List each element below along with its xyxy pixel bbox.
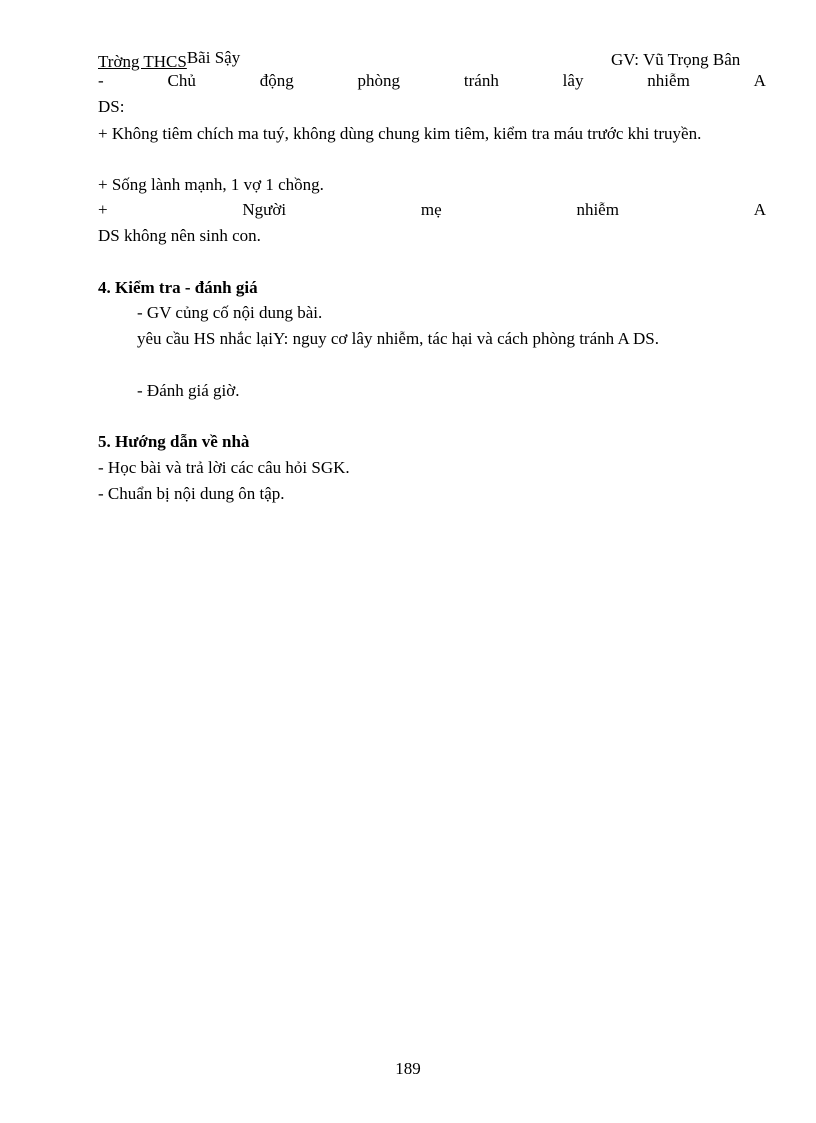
- school-prefix: Trờng THCS: [98, 52, 187, 71]
- line-nguoi-me: [98, 199, 766, 221]
- line-chu-dong: [98, 70, 766, 92]
- line-song-lanh-manh: + Sống lành mạnh, 1 vợ 1 chồng.: [98, 175, 324, 194]
- word: A: [753, 200, 766, 219]
- word: động: [259, 71, 294, 90]
- word: nhiễm: [647, 71, 690, 90]
- line-khong-sinh-con: DS không nên sinh con.: [98, 226, 261, 245]
- word: tránh: [463, 71, 499, 90]
- line-ds: DS:: [98, 97, 125, 116]
- section-4-item-3: - Đánh giá giờ.: [137, 381, 240, 400]
- word: phòng: [357, 71, 401, 90]
- word: A: [753, 71, 766, 90]
- word: nhiễm: [576, 200, 619, 219]
- word: -: [98, 71, 104, 90]
- section-4-item-2: yêu cầu HS nhắc lạiY: nguy cơ lây nhiễm, tác hại và cách phòng tránh A DS.: [137, 329, 660, 348]
- word: lây: [562, 71, 584, 90]
- page-number: 189: [395, 1059, 421, 1078]
- school-name: Bãi Sậy: [186, 48, 241, 67]
- section-5-title: 5. Hướng dẫn về nhà: [98, 432, 250, 451]
- section-4-title: 4. Kiểm tra - đánh giá: [98, 278, 258, 297]
- word: Chủ: [167, 71, 196, 90]
- para-kim-tiem: + Không tiêm chích ma tuý, không dùng chung kim tiêm, kiểm tra máu trước khi truyền.: [98, 124, 702, 143]
- section-5-item-2: - Chuẩn bị nội dung ôn tập.: [98, 484, 285, 503]
- section-4-item-1: - GV củng cố nội dung bài.: [137, 303, 323, 322]
- word: Người: [242, 200, 287, 219]
- word: mẹ: [420, 200, 442, 219]
- header-teacher: GV: Vũ Trọng Bân: [611, 50, 741, 69]
- word: +: [98, 200, 108, 219]
- section-5-item-1: - Học bài và trả lời các câu hỏi SGK.: [98, 458, 350, 477]
